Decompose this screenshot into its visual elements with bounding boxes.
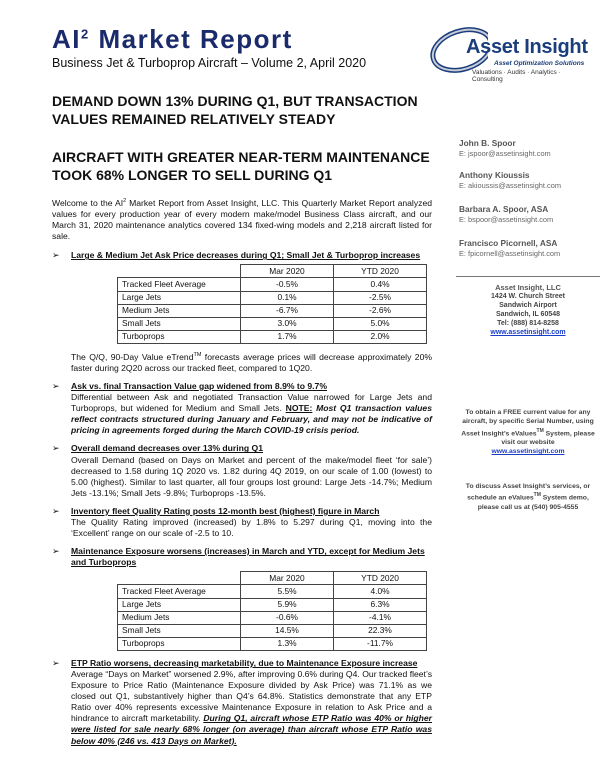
divider xyxy=(456,276,600,277)
table-row: Turboprops 1.3% -11.7% xyxy=(118,637,427,650)
bullet-title: Large & Medium Jet Ask Price decreases during Q1; Small Jet & Turboprop increases xyxy=(71,250,421,261)
arrow-bullet-icon: ➢ xyxy=(52,380,60,391)
arrow-bullet-icon: ➢ xyxy=(52,505,60,516)
maintenance-exposure-table xyxy=(117,571,427,651)
bullet-transaction-gap: ➢ Ask vs. final Transaction Value gap widened from 8.9% to 9.7% Differential between Ask and negotiated Transaction Value narrowed for Large Jets and Turboprops, but widened for Medium and Small Jets. NOTE: Most Q1 transaction values reflect contracts structured during January and February, and may not be indicative of pricing in agreements forged during the March COVID-19 crisis period. xyxy=(52,380,432,436)
table-row: Medium Jets -0.6% -4.1% xyxy=(118,611,427,624)
bullet-maintenance-exposure xyxy=(52,546,432,651)
table-row: Medium Jets -6.7% -2.6% xyxy=(118,304,427,317)
headline-primary: DEMAND DOWN 13% DURING Q1, BUT TRANSACTION VALUES REMAINED RELATIVELY STEADY xyxy=(52,93,418,127)
table-header-row: Mar 2020 YTD 2020 xyxy=(118,265,427,278)
table-row: Small Jets 3.0% 5.0% xyxy=(118,317,427,330)
logo-tagline: Asset Optimization Solutions xyxy=(494,60,585,67)
intro-paragraph: Welcome to the $AI^2$ Market Report from Asset Insight, LLC. This Quarterly Market Report analyzed values for every production year of every modern make/model Business Class aircraft, and our March 31, 2020 maintenance analytics covered 134 fixed-wing models and 2,218 aircraft listed for sale. xyxy=(52,197,432,242)
logo-wordmark: Asset Insight xyxy=(466,36,588,58)
arrow-bullet-icon: ➢ xyxy=(52,546,60,557)
company-address: Asset Insight, LLC 1424 W. Church Street Sandwich Airport Sandwich, IL 60548 Tel: (888) 814-8258 www.assetinsight.com xyxy=(456,276,600,337)
bullet-title: ETP Ratio worsens, decreasing marketability, due to Maintenance Exposure increase xyxy=(71,657,418,668)
contact-1: John B. Spoor E: jspoor@assetinsight.com xyxy=(459,138,551,158)
website-link[interactable]: www.assetinsight.com xyxy=(491,448,565,456)
table-row: Turboprops 1.7% 2.0% xyxy=(118,330,427,343)
arrow-bullet-icon: ➢ xyxy=(52,250,60,261)
bullet-title: Overall demand decreases over 13% during Q1 xyxy=(71,443,264,454)
logo-services: Valuations · Audits · Analytics · Consulting xyxy=(472,69,561,83)
table-row: Large Jets 5.9% 6.3% xyxy=(118,598,427,611)
bullet-quality-rating: ➢ Inventory fleet Quality Rating posts 12-month best (highest) figure in March The Quality Rating improved (increased) by 1.8% to 5.297 during Q1, moving into the ‘Excellent’ range on our scale of -2.5 to 10. xyxy=(52,505,432,539)
bullet-title: Ask vs. final Transaction Value gap widened from 8.9% to 9.7% xyxy=(71,380,327,391)
asset-insight-logo xyxy=(428,22,593,84)
report-title: $AI^2$ Market Report xyxy=(52,24,293,54)
contact-2: Anthony Kioussis E: akioussis@assetinsight.com xyxy=(459,170,561,190)
contact-4: Francisco Picornell, ASA E: fpicornell@assetinsight.com xyxy=(459,238,561,258)
arrow-bullet-icon: ➢ xyxy=(52,443,60,454)
report-subtitle: Business Jet & Turboprop Aircraft – Volume 2, April 2020 xyxy=(52,56,367,70)
contact-3: Barbara A. Spoor, ASA E: bspoor@assetinsight.com xyxy=(459,204,554,224)
report-body xyxy=(52,196,432,754)
headline-secondary: AIRCRAFT WITH GREATER NEAR-TERM MAINTENANCE TOOK 68% LONGER TO SELL DURING Q1 xyxy=(52,149,430,183)
demo-promo: To discuss Asset Insight’s services, or schedule an eValues™ System demo, please call us at (540) 905-4555 xyxy=(465,483,591,511)
table-row: Large Jets 0.1% -2.5% xyxy=(118,291,427,304)
etrend-note: The Q/Q, 90-Day Value eTrend™ forecasts average prices will decrease approximately 20% faster during 2Q20 across our tracked fleet, compared to 1Q20. xyxy=(71,351,432,373)
bullet-title: Maintenance Exposure worsens (increases) in March and YTD, except for Medium Jets and Turboprops xyxy=(71,546,425,568)
table-row: Tracked Fleet Average 5.5% 4.0% xyxy=(118,585,427,598)
free-value-promo: To obtain a FREE current value for any aircraft, by specific Serial Number, using Asset Insight’s eValues™ System, please visit our website www.assetinsight.com xyxy=(456,408,600,457)
ask-price-table xyxy=(117,264,427,344)
website-link[interactable]: www.assetinsight.com xyxy=(490,329,566,336)
table-header-row: Mar 2020 YTD 2020 xyxy=(118,572,427,585)
bullet-demand: ➢ Overall demand decreases over 13% during Q1 Overall Demand (based on Days on Market and percent of the make/model fleet ‘for sale’) decreased to 1.58 during 1Q 2020 vs. 1.82 during 4Q 2019, on our scale of 1.00 (lowest) to 5.00 (highest). Similar to last quarter, all four groups lost ground: Large Jets -14.7%; Medium Jets -13.1%; Small Jets -9.8%; Turboprops -13.5%. xyxy=(52,443,432,498)
bullet-ask-price xyxy=(52,250,432,374)
arrow-bullet-icon: ➢ xyxy=(52,657,60,668)
table-row: Tracked Fleet Average -0.5% 0.4% xyxy=(118,278,427,291)
bullet-title: Inventory fleet Quality Rating posts 12-month best (highest) figure in March xyxy=(71,505,380,516)
table-row: Small Jets 14.5% 22.3% xyxy=(118,624,427,637)
bullet-etp-ratio: ➢ ETP Ratio worsens, decreasing marketability, due to Maintenance Exposure increase Average “Days on Market” worsened 2.9%, after improving 0.6% during Q4. Our tracked fleet’s Exposure to Price Ratio (Maintenance Exposure divided by Ask Price) was 71.1% as we closed out Q1, substantively higher than Q4’s 64.8%. Statistics demonstrate that any ETP Ratio over 40% represents excessive Maintenance Exposure in relation to Ask Price and a hindrance to aircraft marketability. During Q1, aircraft whose ETP Ratio was 40% or higher were listed for sale nearly 68% longer (on average) than aircraft whose ETP Ratio was below 40% (246 vs. 413 Days on Market). xyxy=(52,657,432,746)
